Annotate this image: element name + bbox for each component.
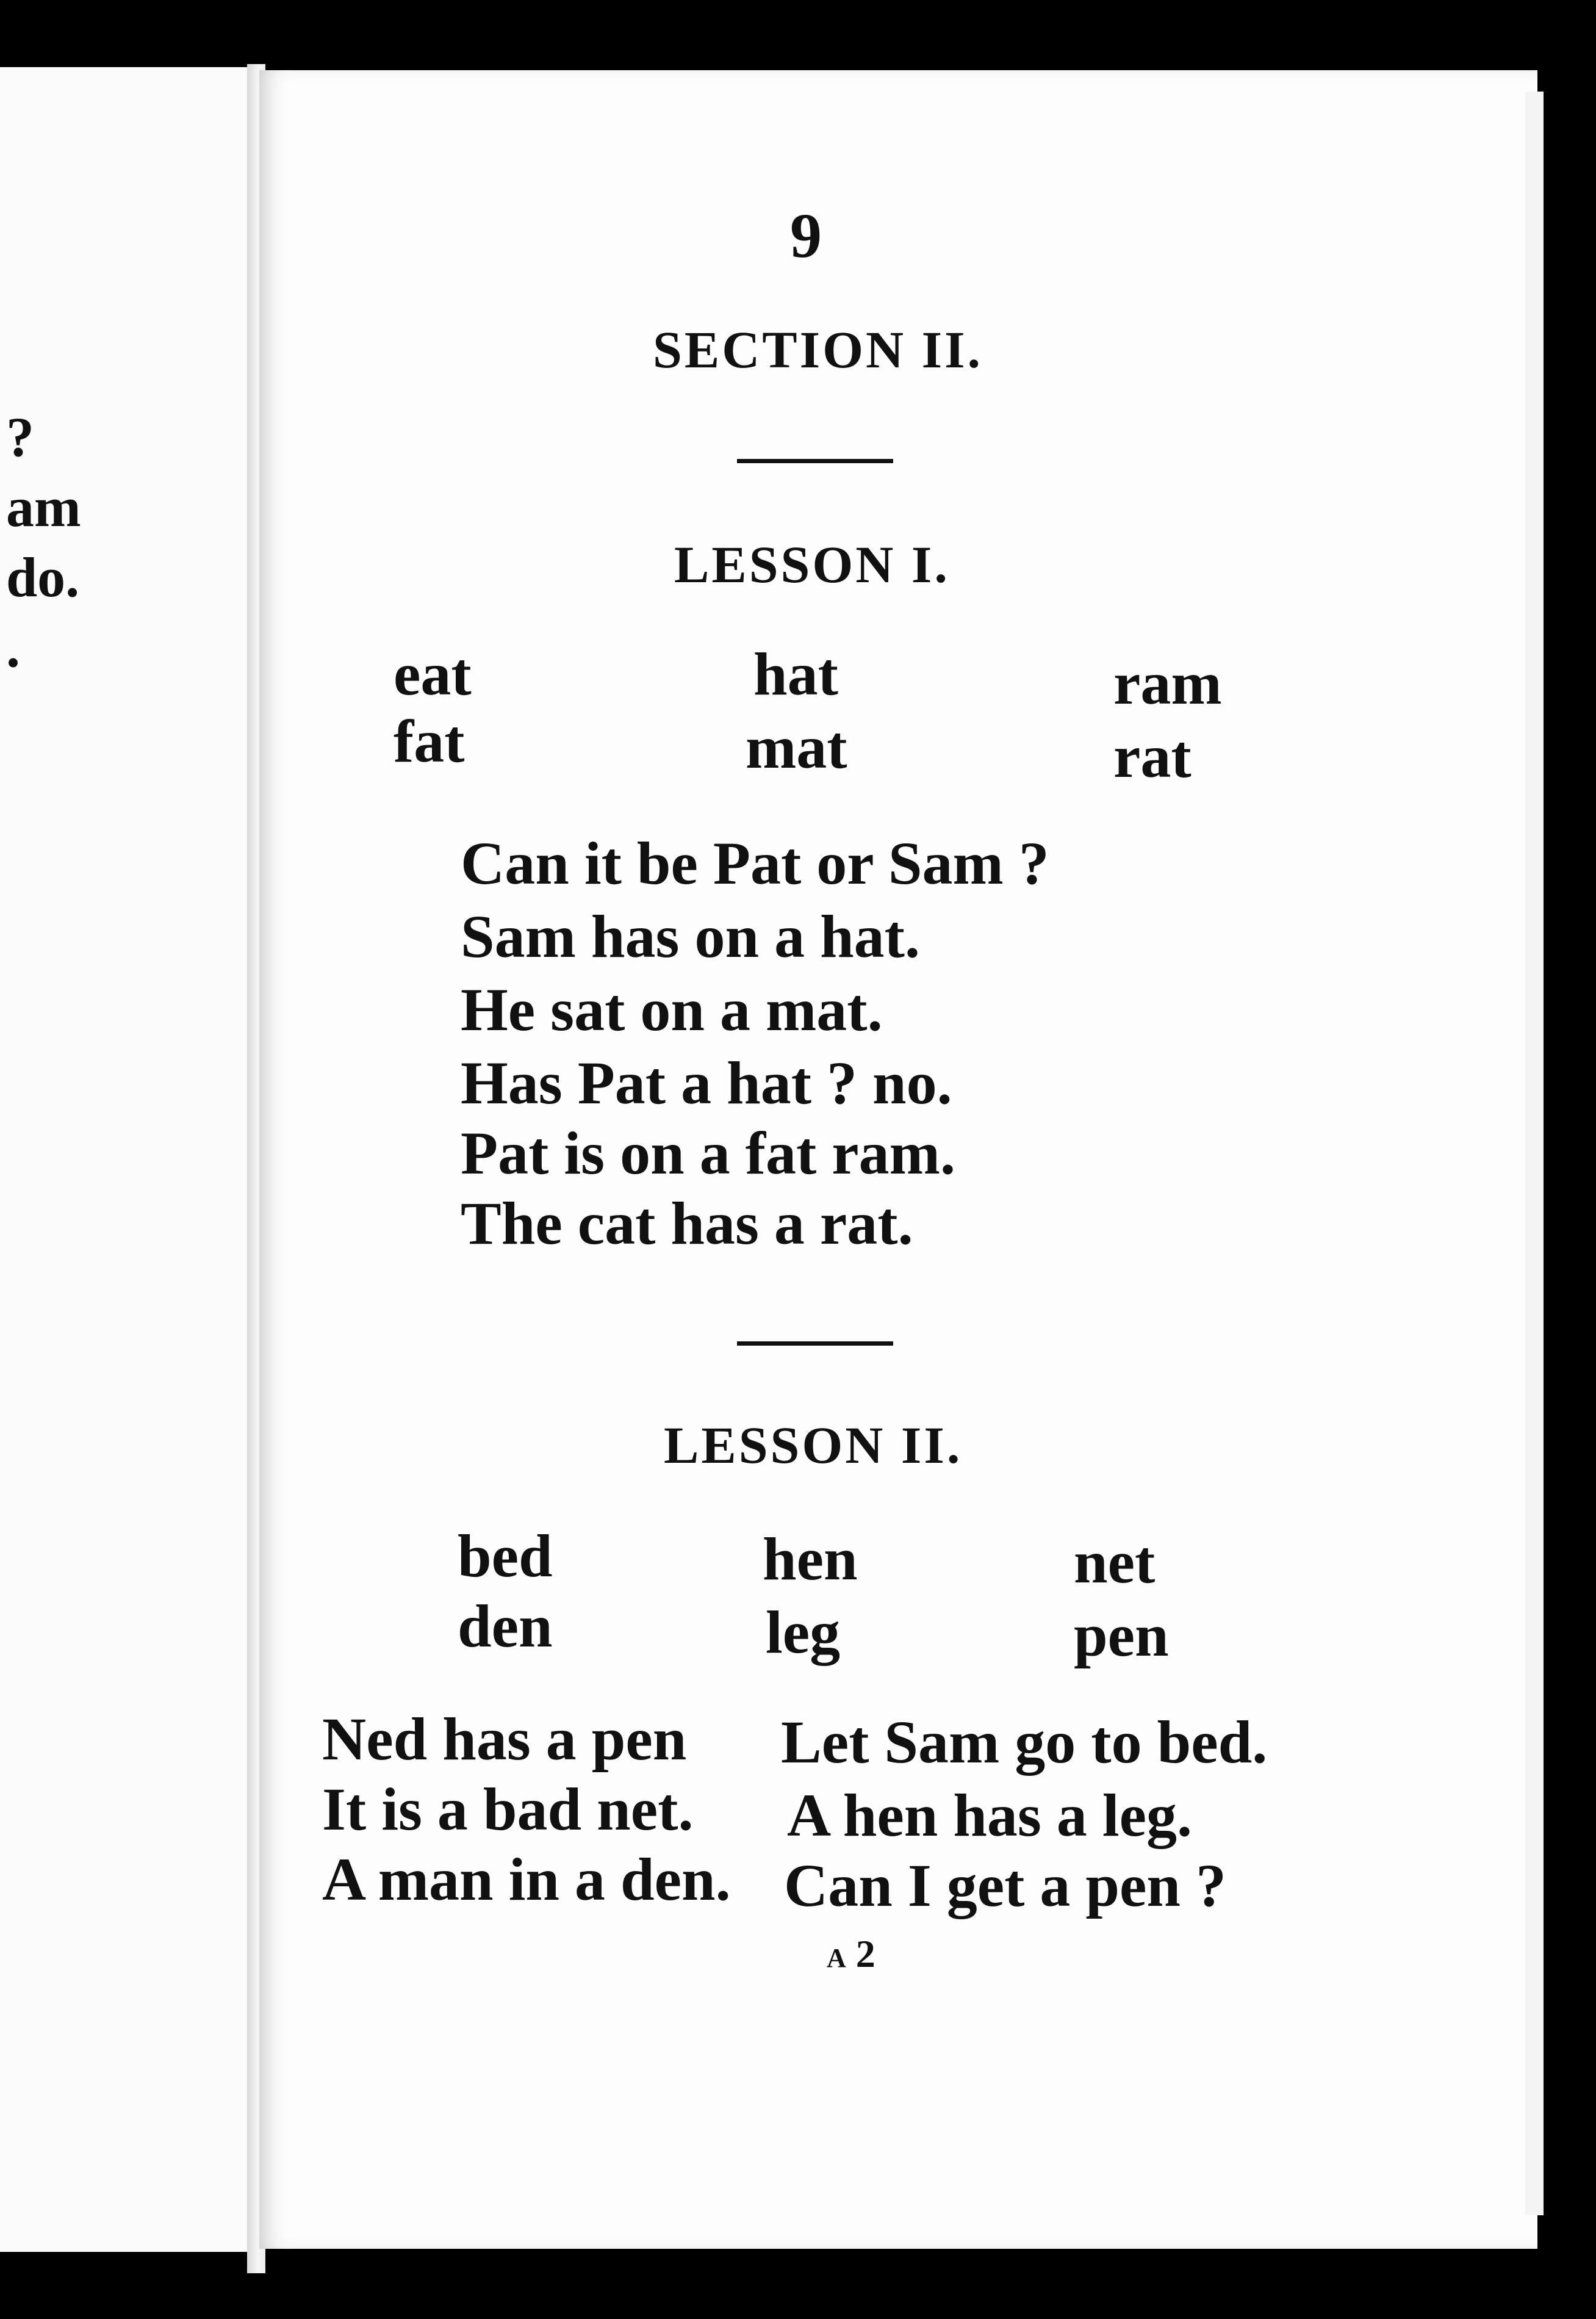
reading-sentence: A man in a den. [322, 1845, 731, 1913]
facing-page-fragment [0, 67, 250, 2252]
vocab-word: mat [746, 713, 847, 781]
vocab-word: hen [763, 1525, 858, 1593]
reading-sentence: A hen has a leg. [787, 1781, 1193, 1849]
lesson-title: LESSON II. [664, 1416, 963, 1474]
reading-sentence: Ned has a pen [322, 1705, 687, 1773]
vocab-word: rat [1113, 723, 1192, 790]
vocab-word: bed [458, 1522, 553, 1590]
reading-sentence: Sam has on a hat. [461, 903, 920, 970]
vocab-word: fat [394, 707, 465, 775]
printer-signature [827, 1932, 875, 1975]
facing-page-text: . [6, 616, 20, 679]
vocab-word: hat [753, 640, 838, 708]
reading-sentence: The cat has a rat. [461, 1189, 913, 1257]
signature-letter: A [827, 1943, 846, 1973]
vocab-word: pen [1074, 1601, 1169, 1669]
facing-page-text: do. [6, 546, 80, 608]
reading-sentence: Let Sam go to bed. [781, 1708, 1268, 1776]
reading-sentence: Has Pat a hat ? no. [461, 1049, 952, 1117]
divider-rule [737, 1341, 893, 1346]
divider-rule [737, 459, 893, 463]
vocab-word: net [1074, 1528, 1156, 1596]
reading-sentence: He sat on a mat. [461, 976, 883, 1044]
vocab-word: ram [1113, 649, 1222, 717]
reading-sentence: Pat is on a fat ram. [461, 1119, 955, 1187]
facing-page-text: am [6, 476, 81, 538]
page-number: 9 [790, 201, 822, 271]
section-title: SECTION II. [653, 320, 983, 379]
vocab-word: den [458, 1592, 553, 1660]
reading-sentence: Can it be Pat or Sam ? [461, 829, 1049, 897]
page-edge [1525, 92, 1544, 2215]
reading-sentence: It is a bad net. [322, 1775, 694, 1843]
signature-number: 2 [855, 1932, 875, 1975]
vocab-word: eat [394, 640, 472, 708]
vocab-word: leg [766, 1598, 841, 1666]
reading-sentence: Can I get a pen ? [784, 1852, 1227, 1919]
lesson-title: LESSON I. [674, 535, 950, 594]
facing-page-text: ? [6, 406, 34, 468]
